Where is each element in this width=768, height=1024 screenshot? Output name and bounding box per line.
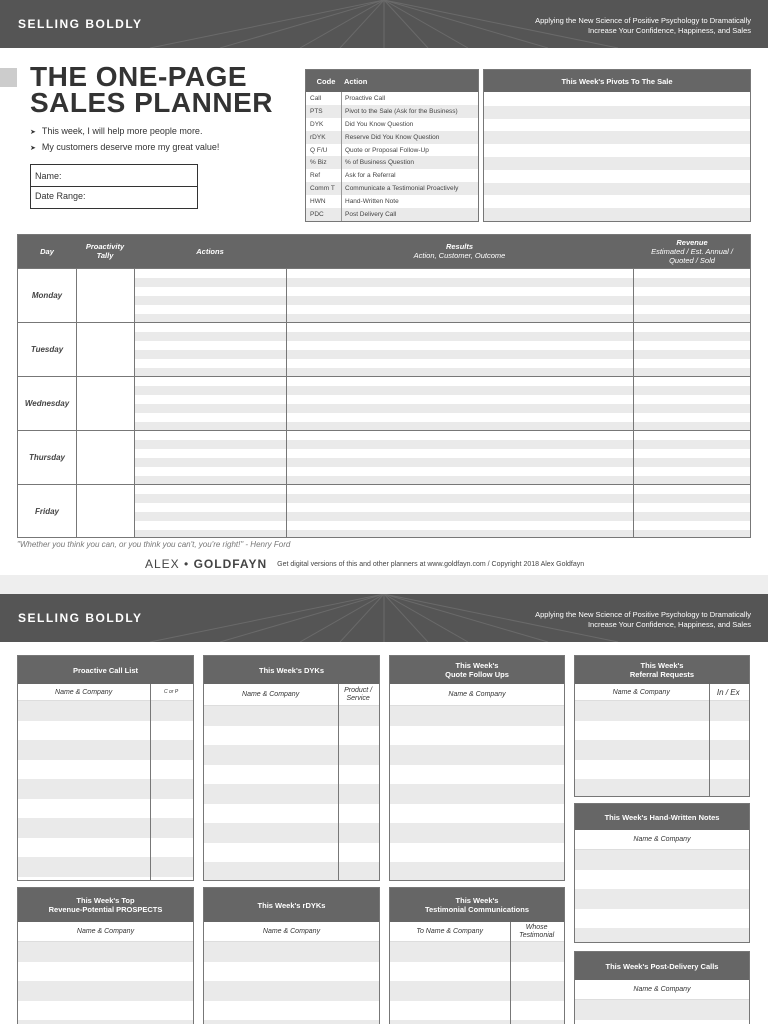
arrow-icon: ➤: [30, 129, 36, 136]
box-rows: [18, 701, 193, 877]
pivots-rows: [484, 93, 750, 221]
logo-last: GOLDFAYN: [193, 557, 268, 571]
line-stripe: [634, 296, 751, 305]
line-stripe: [135, 341, 286, 350]
actions-cell[interactable]: [134, 377, 286, 430]
col-name-company: Name & Company: [55, 688, 113, 696]
revenue-header: [633, 238, 751, 265]
tally-cell[interactable]: [76, 269, 134, 322]
tagline-line-2: Increase Your Confidence, Happiness, and Sales: [587, 26, 751, 35]
line-stripe: [634, 404, 751, 413]
col-name-company: Name & Company: [262, 928, 321, 935]
line-stripe: [135, 278, 286, 287]
line-stripe: [287, 521, 633, 530]
col-name-company: Name & Company: [76, 928, 135, 935]
line-stripe: [634, 386, 751, 395]
action-cell: Did You Know Question: [345, 120, 414, 128]
line-stripe: [135, 332, 286, 341]
footer-note: Get digital versions of this and other planners at www.goldfayn.com / Copyright 2018 Alex Goldfayn: [277, 560, 585, 568]
line-stripe: [135, 521, 286, 530]
day-row: [18, 268, 750, 322]
box-title: This Week's rDYKs: [204, 888, 379, 922]
revenue-cell[interactable]: [633, 269, 751, 322]
results-cell[interactable]: [286, 431, 633, 484]
logo-first: ALEX: [145, 557, 180, 571]
quote: "Whether you think you can, or you think you can't, you're right!" - Henry Ford: [17, 540, 291, 549]
line-stripe: [634, 359, 751, 368]
col-name-company: Name & Company: [612, 688, 670, 696]
box-title-line-2: Revenue-Potential PROSPECTS: [48, 905, 163, 914]
line-stripe: [634, 521, 751, 530]
day-row: [18, 484, 750, 538]
revenue-cell[interactable]: [633, 323, 751, 376]
line-stripe: [135, 386, 286, 395]
line-stripe: [634, 323, 751, 332]
code-col-divider: [341, 92, 342, 221]
box-subheader: [575, 980, 749, 1000]
line-stripe: [135, 269, 286, 278]
code-cell: % Biz: [310, 159, 327, 167]
results-cell[interactable]: [286, 485, 633, 538]
line-stripe: [287, 386, 633, 395]
box-rows: [575, 701, 749, 797]
line-stripe: [287, 287, 633, 296]
line-stripe: [135, 530, 286, 538]
line-stripe: [634, 530, 751, 538]
alex-goldfayn-logo: [145, 557, 267, 571]
revenue-cell[interactable]: [633, 377, 751, 430]
line-stripe: [287, 404, 633, 413]
col-c-or-p: C or P: [164, 689, 179, 695]
day-cell: [18, 377, 76, 430]
box-title: Proactive Call List: [18, 656, 193, 684]
line-stripe: [634, 503, 751, 512]
line-stripe: [287, 359, 633, 368]
date-range-field[interactable]: [30, 186, 198, 209]
col-name-company: Name & Company: [633, 836, 691, 843]
results-header-sub: Action, Customer, Outcome: [413, 251, 506, 260]
day-row: [18, 322, 750, 376]
col-name-company: Name & Company: [242, 691, 300, 698]
line-stripe: [634, 512, 751, 521]
code-row: [306, 144, 478, 157]
title-line-2: SALES PLANNER: [30, 87, 273, 118]
tagline-line-1: Applying the New Science of Positive Psychology to Dramatically: [535, 610, 751, 619]
line-stripe: [634, 350, 751, 359]
box-subheader: [204, 922, 379, 942]
line-stripe: [287, 278, 633, 287]
box-subheader: [575, 684, 749, 701]
code-table-header: [306, 70, 478, 92]
code-row: [306, 182, 478, 195]
line-stripe: [135, 467, 286, 476]
date-range-label: Date Range:: [35, 191, 86, 201]
tally-cell[interactable]: [76, 323, 134, 376]
col-divider: [510, 922, 511, 1024]
box-title: This Week's Post-Delivery Calls: [575, 952, 749, 980]
hand-written-notes-box: [574, 803, 750, 943]
name-field[interactable]: [30, 164, 198, 187]
action-cell: Reserve Did You Know Question: [345, 133, 440, 141]
line-stripe: [135, 404, 286, 413]
weekly-table: [17, 234, 751, 538]
actions-cell[interactable]: [134, 323, 286, 376]
line-stripe: [287, 323, 633, 332]
code-cell: rDYK: [310, 133, 326, 141]
box-title-line-1: This Week's: [455, 896, 499, 905]
revenue-cell[interactable]: [633, 431, 751, 484]
brand-name: SELLING BOLDLY: [18, 17, 143, 31]
line-stripe: [287, 332, 633, 341]
line-stripe: [135, 359, 286, 368]
tagline-line-1: Applying the New Science of Positive Psychology to Dramatically: [535, 16, 751, 25]
box-title-line-2: Referral Requests: [629, 670, 695, 679]
rdyks-box: [203, 887, 380, 1024]
line-stripe: [135, 296, 286, 305]
line-stripe: [634, 278, 751, 287]
box-subheader: [18, 922, 193, 942]
line-stripe: [287, 467, 633, 476]
box-rows: [390, 942, 564, 1024]
line-stripe: [135, 458, 286, 467]
tagline-line-2: Increase Your Confidence, Happiness, and Sales: [587, 620, 751, 629]
line-stripe: [135, 449, 286, 458]
weekly-table-header: [18, 235, 750, 268]
line-stripe: [287, 305, 633, 314]
box-rows: [18, 942, 193, 1024]
line-stripe: [634, 458, 751, 467]
line-stripe: [287, 449, 633, 458]
line-stripe: [135, 287, 286, 296]
second-banner: [0, 594, 768, 642]
pivots-box: [483, 69, 751, 222]
line-stripe: [634, 440, 751, 449]
line-stripe: [287, 341, 633, 350]
line-stripe: [634, 377, 751, 386]
line-stripe: [634, 305, 751, 314]
code-cell: PDC: [310, 210, 324, 218]
line-stripe: [287, 485, 633, 494]
day-label: Monday: [31, 291, 63, 300]
page-title: [30, 61, 273, 118]
affirmation-item: [30, 140, 219, 156]
affirmation-text: My customers deserve more my great value!: [41, 142, 220, 152]
action-cell: Ask for a Referral: [345, 172, 396, 180]
dyks-box: [203, 655, 380, 881]
top-banner: [0, 0, 768, 48]
code-row: [306, 195, 478, 208]
action-column-header: Action: [344, 76, 368, 86]
actions-header: Actions: [196, 247, 224, 256]
code-cell: Ref: [310, 172, 321, 180]
code-cell: Call: [310, 94, 322, 102]
day-cell: [18, 269, 76, 322]
code-row: [306, 118, 478, 131]
line-stripe: [287, 296, 633, 305]
results-header-title: Results: [445, 242, 474, 251]
box-subheader: [575, 830, 749, 850]
box-rows: [575, 850, 749, 943]
action-cell: Quote or Proposal Follow-Up: [345, 146, 429, 154]
action-cell: Pivot to the Sale (Ask for the Business): [345, 107, 458, 115]
line-stripe: [135, 350, 286, 359]
referral-requests-box: [574, 655, 750, 797]
title-line-1: THE ONE-PAGE: [30, 61, 248, 92]
code-column-header: Code: [316, 76, 336, 86]
logo-dot: •: [184, 557, 190, 571]
testimonial-communications-box: [389, 887, 565, 1024]
line-stripe: [287, 395, 633, 404]
results-header: [286, 242, 633, 260]
col-in-ex: In / Ex: [716, 687, 740, 697]
affirmation-item: [30, 124, 219, 140]
tally-cell[interactable]: [76, 431, 134, 484]
box-rows: [390, 706, 564, 881]
box-title: [575, 656, 749, 684]
line-stripe: [135, 305, 286, 314]
line-stripe: [634, 431, 751, 440]
day-label: Wednesday: [24, 399, 70, 408]
results-cell[interactable]: [286, 377, 633, 430]
post-delivery-calls-box: [574, 951, 750, 1024]
box-subheader: [18, 684, 193, 701]
line-stripe: [287, 377, 633, 386]
day-row: [18, 376, 750, 430]
line-stripe: [287, 512, 633, 521]
tally-cell[interactable]: [76, 377, 134, 430]
arrow-icon: ➤: [30, 145, 36, 152]
box-title-line-1: This Week's Top: [76, 896, 135, 905]
col-whose-testimonial: Whose Testimonial: [519, 923, 555, 939]
revenue-header-title: Revenue: [676, 238, 708, 247]
action-cell: % of Business Question: [345, 159, 415, 167]
line-stripe: [287, 458, 633, 467]
action-cell: Post Delivery Call: [345, 210, 397, 218]
box-title: This Week's DYKs: [204, 656, 379, 684]
line-stripe: [135, 413, 286, 422]
revenue-cell[interactable]: [633, 485, 751, 538]
box-title: [18, 888, 193, 922]
tagline: [535, 610, 751, 630]
line-stripe: [135, 431, 286, 440]
col-name-company: Name & Company: [633, 986, 691, 993]
results-cell[interactable]: [286, 269, 633, 322]
brand-name: SELLING BOLDLY: [18, 611, 143, 625]
box-subheader: [390, 684, 564, 706]
line-stripe: [287, 530, 633, 538]
actions-cell[interactable]: [134, 431, 286, 484]
day-cell: [18, 431, 76, 484]
day-label: Friday: [34, 507, 59, 516]
line-stripe: [634, 449, 751, 458]
col-divider: [150, 684, 151, 880]
day-rows: [18, 268, 750, 538]
tally-header-line-1: Proactivity: [85, 242, 125, 251]
line-stripe: [287, 269, 633, 278]
code-cell: PTS: [310, 107, 323, 115]
tally-header: [76, 242, 134, 260]
box-subheader: [204, 684, 379, 706]
day-cell: [18, 485, 76, 538]
code-row: [306, 92, 478, 105]
line-stripe: [287, 503, 633, 512]
line-stripe: [135, 512, 286, 521]
line-stripe: [287, 494, 633, 503]
line-stripe: [634, 287, 751, 296]
code-row: [306, 156, 478, 169]
code-cell: HWN: [310, 198, 326, 206]
line-stripe: [287, 440, 633, 449]
action-cell: Communicate a Testimonial Proactively: [345, 185, 459, 193]
code-cell: DYK: [310, 120, 324, 128]
line-stripe: [634, 395, 751, 404]
day-cell: [18, 323, 76, 376]
box-title-line-2: Testimonial Communications: [424, 905, 530, 914]
col-product-service: Product / Service: [344, 686, 373, 702]
tally-cell[interactable]: [76, 485, 134, 538]
actions-cell[interactable]: [134, 269, 286, 322]
col-name-company: Name & Company: [448, 691, 506, 698]
code-row: [306, 169, 478, 182]
col-divider: [338, 684, 339, 880]
box-rows: [204, 942, 379, 1024]
proactive-call-list: [17, 655, 194, 881]
box-title-line-2: Quote Follow Ups: [445, 670, 509, 679]
revenue-header-sub-2: Quoted / Sold: [669, 256, 715, 265]
line-stripe: [634, 485, 751, 494]
box-title: [390, 888, 564, 922]
code-rows: [306, 92, 478, 221]
line-stripe: [634, 341, 751, 350]
line-stripe: [634, 413, 751, 422]
results-cell[interactable]: [286, 323, 633, 376]
line-stripe: [135, 323, 286, 332]
line-stripe: [135, 377, 286, 386]
box-title: This Week's Hand-Written Notes: [575, 804, 749, 830]
box-title-line-1: This Week's: [640, 661, 684, 670]
footer-line: [145, 557, 584, 571]
code-row: [306, 105, 478, 118]
code-cell: Comm T: [310, 185, 335, 193]
line-stripe: [135, 503, 286, 512]
line-stripe: [634, 269, 751, 278]
line-stripe: [287, 350, 633, 359]
day-label: Tuesday: [30, 345, 64, 354]
line-stripe: [135, 395, 286, 404]
line-stripe: [287, 431, 633, 440]
quote-follow-ups-box: [389, 655, 565, 881]
box-rows: [575, 1000, 749, 1024]
tally-header-line-2: Tally: [96, 251, 114, 260]
code-table: [305, 69, 479, 222]
code-row: [306, 131, 478, 144]
tagline: [535, 16, 751, 36]
line-stripe: [135, 494, 286, 503]
day-header: Day: [40, 247, 54, 256]
line-stripe: [634, 332, 751, 341]
line-stripe: [634, 467, 751, 476]
affirmation-list: [30, 124, 219, 156]
name-label: Name:: [35, 171, 62, 181]
action-cell: Proactive Call: [345, 94, 386, 102]
line-stripe: [287, 413, 633, 422]
actions-cell[interactable]: [134, 485, 286, 538]
line-stripe: [634, 494, 751, 503]
top-prospects-box: [17, 887, 194, 1024]
revenue-header-sub-1: Estimated / Est. Annual /: [651, 247, 733, 256]
line-stripe: [135, 440, 286, 449]
pivots-title: This Week's Pivots To The Sale: [484, 70, 750, 92]
day-row: [18, 430, 750, 484]
box-title-line-1: This Week's: [455, 661, 499, 670]
action-cell: Hand-Written Note: [345, 198, 399, 206]
line-stripe: [135, 485, 286, 494]
code-row: [306, 208, 478, 221]
col-to-name-company: To Name & Company: [416, 928, 483, 935]
box-rows: [204, 706, 379, 881]
box-subheader: [390, 922, 564, 942]
day-label: Thursday: [28, 453, 65, 462]
page-gap: [0, 575, 768, 595]
left-accent-bar: [0, 68, 17, 87]
col-divider: [709, 684, 710, 796]
affirmation-text: This week, I will help more people more.: [41, 126, 203, 136]
box-title: [390, 656, 564, 684]
code-cell: Q F/U: [310, 146, 328, 154]
